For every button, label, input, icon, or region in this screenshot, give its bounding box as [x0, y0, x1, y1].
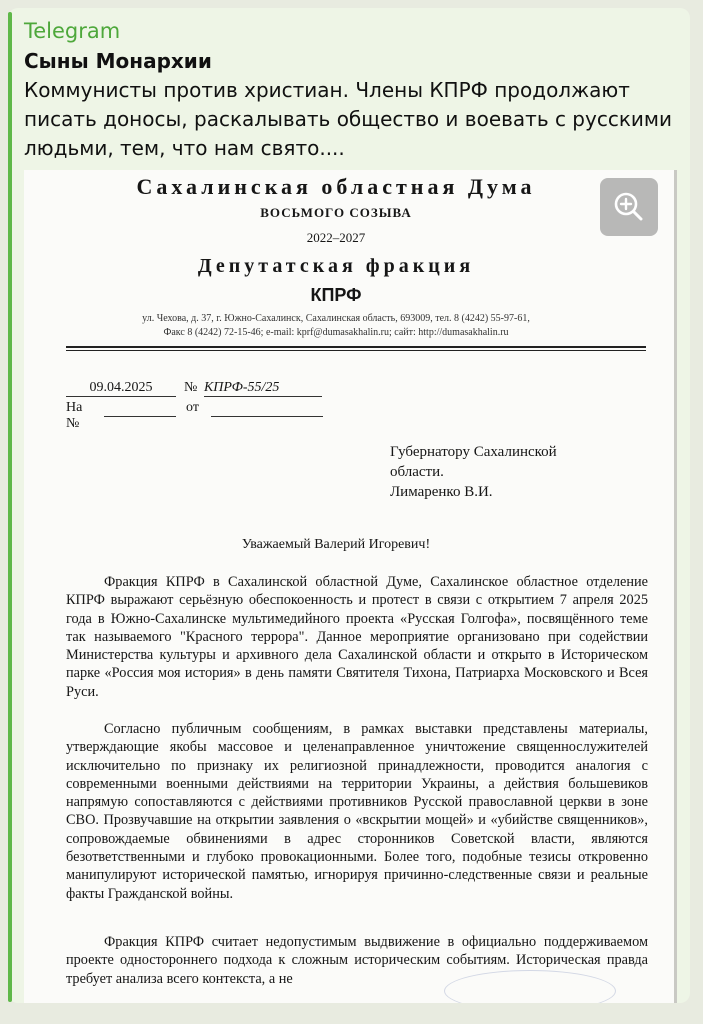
ref-label: На № [66, 400, 83, 431]
document-image[interactable] [24, 170, 677, 1003]
doc-contact-line: Факс 8 (4242) 72-15-46; e-mail: kprf@dumasakhalin.ru; сайт: http://dumasakhalin.ru [163, 327, 509, 338]
addressee-line: области. [390, 464, 444, 480]
paragraph [66, 573, 648, 701]
from-label: от [186, 400, 199, 415]
zoom-in-button[interactable] [600, 178, 658, 236]
doc-convocation: ВОСЬМОГО СОЗЫВА [260, 205, 412, 220]
paragraph-text: Фракция КПРФ считает недопустимым выдвижение в официально поддерживаемом проекте одностороннего подхода к сложным историческим событиям. Историческая правда требует анализа всего контекста, а не [66, 934, 648, 987]
header-rule-thin [66, 350, 646, 351]
doc-number: КПРФ-55/25 [204, 380, 322, 397]
addressee-line: Губернатору Сахалинской [390, 444, 557, 460]
channel-name[interactable]: Сыны Монархии [24, 49, 212, 73]
greeting: Уважаемый Валерий Игоревич! [241, 537, 431, 552]
doc-years: 2022–2027 [306, 230, 366, 245]
page-edge [674, 170, 677, 1003]
paragraph-text: Согласно публичным сообщениям, в рамках выставки представлены материалы, утверждающие якобы массовое и целенаправленное уничтожение священнослужителей исключительно по признаку их религиозной принадлежности, проводится аналогия с современными военными действиями на территории Украины, а действия большевиков напрямую сопоставляются с действиями противников Русской православной церкви в зоне СВО. Прозвучавшие на открытии заявления о «вскрытии мощей» и «убийстве священников», сопровождаемые обвинениями в адрес сторонников Советской власти, являются безответственными и глубоко провокационными. Более того, подобные тезисы откровенно манипулируют исторической памятью, игнорируя причинно-следственные связи и реальные факты Гражданской войны. [66, 721, 648, 902]
doc-address-line: ул. Чехова, д. 37, г. Южно-Сахалинск, Сахалинская область, 693009, тел. 8 (4242) 55-97-61, [142, 313, 530, 324]
addressee [390, 442, 557, 502]
doc-title: Сахалинская областная Дума [136, 174, 536, 199]
ref-date-blank [211, 400, 323, 417]
header-rule [66, 346, 646, 348]
ref-number-blank [104, 400, 176, 417]
paragraph-text: Фракция КПРФ в Сахалинской областной Думе, Сахалинское областное отделение КПРФ выражают серьёзную обеспокоенность и протест в связи с открытием 7 апреля 2025 года в Южно-Сахалинске мультимедийного проекта «Русская Голгофа», посвящённого теме так называемого "Красного террора". Данное мероприятие организовано при содействии Министерства культуры и архивного дела Сахалинской области и открыто в Историческом парке «Россия моя история» в день памяти Святителя Тихона, Патриарха Московского и Всея Руси. [66, 574, 648, 700]
zoom-in-icon [600, 178, 658, 236]
doc-fraction: Депутатская фракция [197, 255, 475, 277]
number-label: № [184, 380, 198, 395]
source-label[interactable]: Telegram [24, 19, 121, 43]
addressee-line: Лимаренко В.И. [390, 484, 493, 500]
message-text: Коммунисты против христиан. Члены КПРФ продолжают писать доносы, раскалывать общество и воевать с русскими людьми, тем, что нам свято.... [24, 78, 672, 160]
doc-party: КПРФ [310, 285, 362, 305]
doc-date: 09.04.2025 [66, 380, 176, 397]
forward-accent-bar [8, 12, 12, 1002]
paragraph [66, 720, 648, 903]
